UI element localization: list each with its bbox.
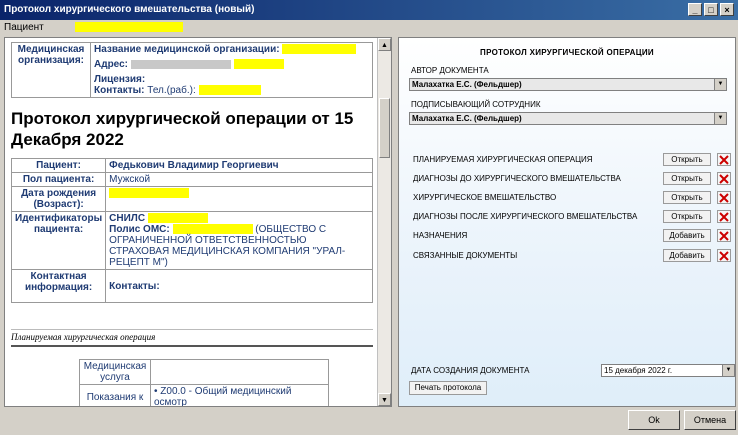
- redacted-patient: [75, 22, 183, 32]
- document-preview[interactable]: [4, 37, 392, 407]
- signer-select[interactable]: [409, 112, 727, 125]
- date-picker[interactable]: [601, 364, 735, 377]
- contacts-value: Тел.(раб.):: [147, 85, 196, 96]
- sex-label: Пол пациента:: [12, 173, 106, 187]
- contact-info-label: Контактная информация:: [12, 270, 106, 303]
- open-planned-operation-button[interactable]: Открыть: [663, 153, 711, 166]
- cancel-button[interactable]: Отмена: [684, 410, 736, 430]
- delete-diagnoses-before-icon[interactable]: [717, 172, 731, 185]
- scroll-up-icon[interactable]: ▲: [378, 38, 391, 51]
- window-controls: [688, 3, 734, 16]
- item-prescriptions: НАЗНАЧЕНИЯ: [413, 231, 468, 240]
- minimize-icon[interactable]: _: [688, 3, 702, 16]
- contacts-label: Контакты:: [94, 85, 145, 96]
- address-label: Адрес:: [94, 59, 128, 70]
- open-diagnoses-after-button[interactable]: Открыть: [663, 210, 711, 223]
- open-surgical-intervention-button[interactable]: Открыть: [663, 191, 711, 204]
- redacted-address: [234, 59, 284, 69]
- organization-table: [11, 42, 373, 98]
- chevron-down-icon[interactable]: ▼: [722, 365, 734, 376]
- document-scrollbar[interactable]: [377, 38, 391, 406]
- date-label: ДАТА СОЗДАНИЯ ДОКУМЕНТА: [411, 366, 530, 375]
- license-label: Лицензия:: [94, 74, 146, 85]
- delete-related-documents-icon[interactable]: [717, 249, 731, 262]
- delete-prescriptions-icon[interactable]: [717, 229, 731, 242]
- maximize-icon[interactable]: □: [704, 3, 718, 16]
- item-planned-operation: ПЛАНИРУЕМАЯ ХИРУРГИЧЕСКАЯ ОПЕРАЦИЯ: [413, 155, 593, 164]
- oms-label: Полис ОМС:: [109, 224, 170, 235]
- patient-bar: [0, 20, 738, 36]
- add-prescriptions-button[interactable]: Добавить: [663, 229, 711, 242]
- redacted-phone: [199, 85, 261, 95]
- blurred-address: [131, 60, 231, 69]
- item-surgical-intervention: ХИРУРГИЧЕСКОЕ ВМЕШАТЕЛЬСТВО: [413, 193, 557, 202]
- patient-value: Федькович Владимир Георгиевич: [106, 159, 373, 173]
- contact-info-value: Контакты:: [106, 270, 373, 303]
- chevron-down-icon[interactable]: ▼: [714, 113, 726, 124]
- author-value: Малахатка Е.С. (Фельдшер): [412, 80, 522, 89]
- service-label: Медицинская услуга: [80, 360, 151, 385]
- ids-label: Идентификаторы пациента:: [12, 212, 106, 270]
- indications-label: Показания к: [80, 385, 151, 408]
- signer-value: Малахатка Е.С. (Фельдшер): [412, 114, 522, 123]
- dob-label: Дата рождения (Возраст):: [12, 187, 106, 212]
- section-title: Планируемая хирургическая операция: [11, 329, 373, 347]
- item-diagnoses-before: ДИАГНОЗЫ ДО ХИРУРГИЧЕСКОГО ВМЕШАТЕЛЬСТВА: [413, 174, 621, 183]
- item-related-documents: СВЯЗАННЫЕ ДОКУМЕНТЫ: [413, 251, 518, 260]
- protocol-panel: [398, 37, 736, 407]
- window-titlebar: [0, 0, 738, 20]
- sex-value: Мужской: [106, 173, 373, 187]
- delete-diagnoses-after-icon[interactable]: [717, 210, 731, 223]
- scroll-down-icon[interactable]: ▼: [378, 393, 391, 406]
- author-select[interactable]: [409, 78, 727, 91]
- patient-label: Пациент:: [12, 159, 106, 173]
- author-label: АВТОР ДОКУМЕНТА: [411, 66, 489, 75]
- indications-value: Z00.0 - Общий медицинский осмотр: [154, 386, 292, 407]
- delete-planned-operation-icon[interactable]: [717, 153, 731, 166]
- open-diagnoses-before-button[interactable]: Открыть: [663, 172, 711, 185]
- patient-table: [11, 158, 373, 303]
- close-icon[interactable]: ×: [720, 3, 734, 16]
- redacted-org-name: [282, 44, 356, 54]
- redacted-oms: [173, 224, 253, 234]
- oms-value: (ОБЩЕСТВО С ОГРАНИЧЕННОЙ ОТВЕТСТВЕННОСТЬЮ СТРАХОВАЯ МЕДИЦИНСКАЯ КОМПАНИЯ "УРАЛ-РЕЦЕПТ М"): [109, 224, 346, 268]
- delete-surgical-intervention-icon[interactable]: [717, 191, 731, 204]
- document-heading: Протокол хирургической операции от 15 Декабря 2022: [11, 109, 354, 149]
- document-body: [11, 42, 373, 407]
- operation-table: Медицинская услуга Показания к • Z00.0 - Общий медицинский осмотр: [79, 359, 329, 407]
- snils-label: СНИЛС: [109, 213, 146, 224]
- org-name-label: Название медицинской организации:: [94, 44, 280, 55]
- chevron-down-icon[interactable]: ▼: [714, 79, 726, 90]
- signer-label: ПОДПИСЫВАЮЩИЙ СОТРУДНИК: [411, 100, 541, 109]
- scroll-thumb[interactable]: [379, 98, 390, 158]
- ok-button[interactable]: Ok: [628, 410, 680, 430]
- org-label: Медицинская организация:: [12, 43, 91, 98]
- redacted-snils: [148, 213, 208, 223]
- add-related-documents-button[interactable]: Добавить: [663, 249, 711, 262]
- item-diagnoses-after: ДИАГНОЗЫ ПОСЛЕ ХИРУРГИЧЕСКОГО ВМЕШАТЕЛЬСТВА: [413, 212, 638, 221]
- panel-title: ПРОТОКОЛ ХИРУРГИЧЕСКОЙ ОПЕРАЦИИ: [480, 48, 654, 57]
- window-title: Протокол хирургического вмешательства (новый): [4, 4, 255, 15]
- print-protocol-button[interactable]: Печать протокола: [409, 381, 487, 395]
- date-value: 15 декабря 2022 г.: [604, 366, 673, 375]
- patient-bar-label: Пациент: [4, 22, 44, 33]
- redacted-dob: [109, 188, 189, 198]
